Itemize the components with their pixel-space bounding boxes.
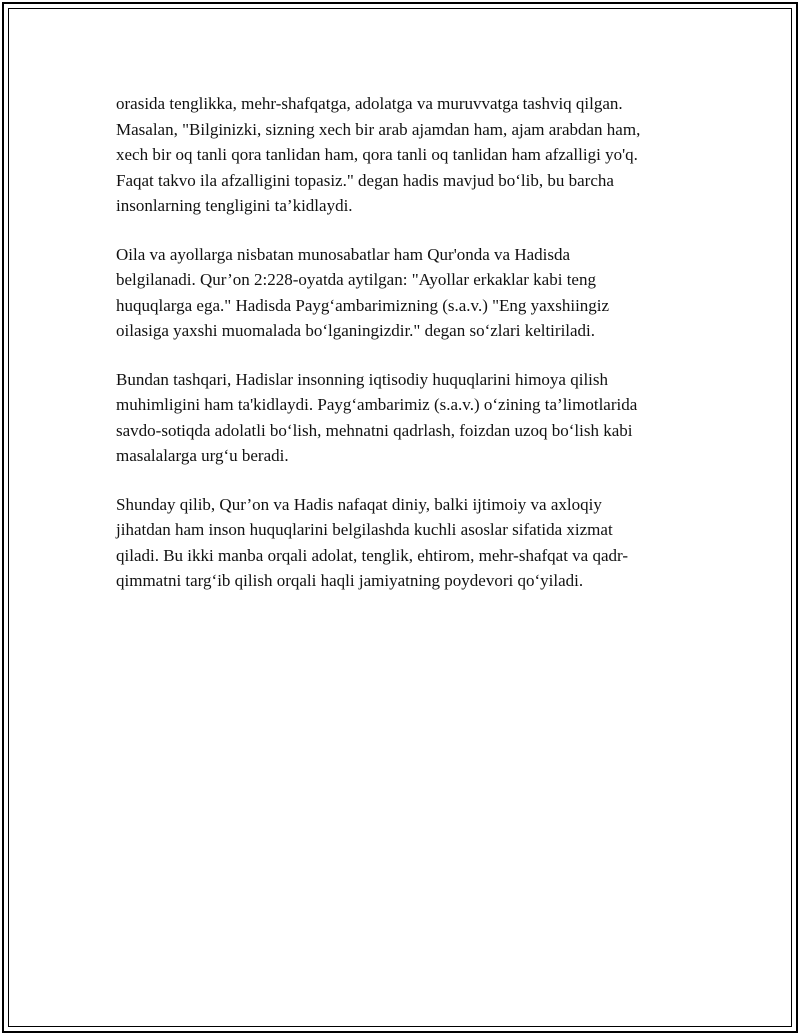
text-line: muhimligini ham ta'kidlaydi. Payg‘ambarimiz (s.a.v.) o‘zining ta’limotlarida [116, 395, 638, 414]
text-line: qiladi. Bu ikki manba orqali adolat, tenglik, ehtirom, mehr-shafqat va qadr- [116, 545, 629, 565]
text-line: Oila va ayollarga nisbatan munosabatlar ham Qur'onda va Hadisda [116, 244, 571, 264]
text-line: huquqlarga ega." Hadisda Payg‘ambarimizning (s.a.v.) "Eng yaxshiingiz [116, 295, 610, 315]
paragraph-3 [116, 367, 696, 469]
text-line: Bundan tashqari, Hadislar insonning iqtisodiy huquqlarini himoya qilish [116, 369, 609, 389]
paragraph-4 [116, 492, 696, 594]
text-line: belgilanadi. Qur’on 2:228-oyatda aytilgan: "Ayollar erkaklar kabi teng [116, 270, 596, 289]
text-line: Shunday qilib, Qur’on va Hadis nafaqat diniy, balki ijtimoiy va axloqiy [116, 494, 602, 514]
text-line: orasida tenglikka, mehr-shafqatga, adolatga va muruvvatga tashviq qilgan. [116, 94, 623, 113]
text-line: xech bir oq tanli qora tanlidan ham, qora tanli oq tanlidan ham afzalligi yo'q. [116, 145, 638, 164]
paragraph-2 [116, 242, 696, 344]
text-line: oilasiga yaxshi muomalada bo‘lganingizdir." degan so‘zlari keltiriladi. [116, 321, 596, 340]
text-line: insonlarning tengligini ta’kidlaydi. [116, 196, 353, 215]
document-body [116, 91, 696, 617]
text-line: masalalarga urg‘u beradi. [116, 446, 289, 465]
text-line: Masalan, "Bilginizki, sizning xech bir arab ajamdan ham, ajam arabdan ham, [116, 119, 641, 139]
text-line: Faqat takvo ila afzalligini topasiz." degan hadis mavjud bo‘lib, bu barcha [116, 170, 614, 190]
paragraph-1 [116, 91, 696, 219]
text-line: jihatdan ham inson huquqlarini belgilashda kuchli asoslar sifatida xizmat [116, 520, 613, 539]
text-line: qimmatni targ‘ib qilish orqali haqli jamiyatning poydevori qo‘yiladi. [116, 571, 584, 590]
text-line: savdo-sotiqda adolatli bo‘lish, mehnatni qadrlash, foizdan uzoq bo‘lish kabi [116, 420, 633, 440]
